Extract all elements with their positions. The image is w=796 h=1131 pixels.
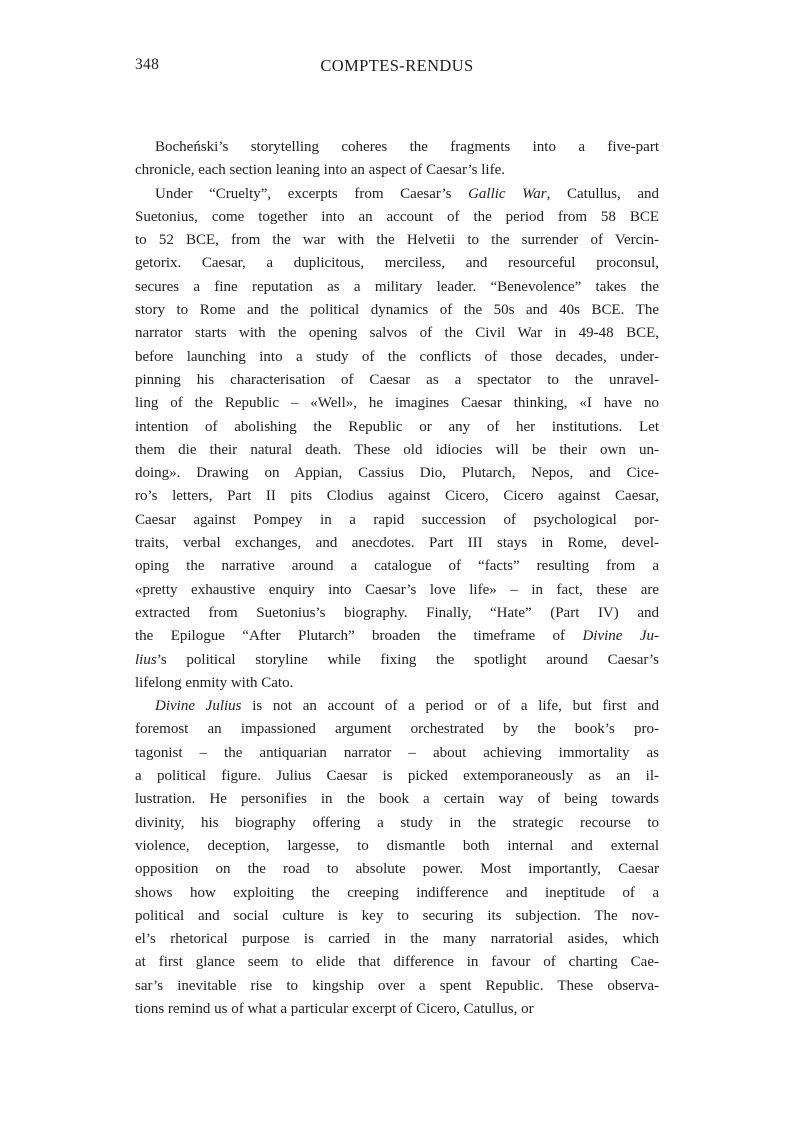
- text-line: sar’s inevitable rise to kingship over a spent Republic. These observa-: [135, 977, 659, 994]
- text-line: Caesar against Pompey in a rapid succession of psychological por-: [135, 511, 659, 528]
- text-line: tions remind us of what a particular excerpt of Cicero, Catullus, or: [135, 1000, 534, 1017]
- text-line: Bocheński’s storytelling coheres the fragments into a five-part: [155, 139, 659, 155]
- text-line: lifelong enmity with Cato.: [135, 674, 294, 691]
- text-line: el’s rhetorical purpose is carried in the many narratorial asides, which: [135, 931, 659, 948]
- text-line: story to Rome and the political dynamics of the 50s and 40s BCE. The: [135, 302, 659, 319]
- running-title: COMPTES-RENDUS: [320, 56, 474, 75]
- page-header: [135, 56, 659, 78]
- text-line: a political figure. Julius Caesar is picked extemporaneously as an il-: [135, 768, 659, 785]
- text-line: extracted from Suetonius’s biography. Finally, “Hate” (Part IV) and: [135, 604, 659, 621]
- text-line: intention of abolishing the Republic or any of her institutions. Let: [135, 418, 659, 435]
- text-line: «pretty exhaustive enquiry into Caesar’s love life» – in fact, these are: [135, 581, 659, 598]
- text-line: divinity, his biography offering a study in the strategic recourse to: [135, 814, 659, 831]
- text-line: Divine Julius is not an account of a period or of a life, but first and: [155, 698, 659, 715]
- text-line: lius’s political storyline while fixing the spotlight around Caesar’s: [135, 651, 659, 668]
- text-line: to 52 BCE, from the war with the Helvetii to the surrender of Vercin-: [135, 232, 659, 249]
- text-line: violence, deception, largesse, to dismantle both internal and external: [135, 837, 659, 854]
- text-line: narrator starts with the opening salvos of the Civil War in 49-48 BCE,: [135, 325, 659, 342]
- text-line: the Epilogue “After Plutarch” broaden the timeframe of Divine Ju-: [135, 628, 659, 645]
- text-line: before launching into a study of the conflicts of those decades, under-: [135, 348, 659, 365]
- text-line: doing». Drawing on Appian, Cassius Dio, Plutarch, Nepos, and Cice-: [135, 465, 659, 482]
- text-line: ling of the Republic – «Well», he imagines Caesar thinking, «I have no: [135, 395, 659, 412]
- text-line: tagonist – the antiquarian narrator – about achieving immortality as: [135, 744, 659, 761]
- text-line: foremost an impassioned argument orchestrated by the book’s pro-: [135, 721, 659, 738]
- text-line: political and social culture is key to securing its subjection. The nov-: [135, 907, 659, 924]
- text-line: pinning his characterisation of Caesar as a spectator to the unravel-: [135, 371, 659, 388]
- text-line: Under “Cruelty”, excerpts from Caesar’s Gallic War, Catullus, and: [155, 185, 660, 202]
- page-number: 348: [135, 56, 160, 73]
- text-line: ro’s letters, Part II pits Clodius against Cicero, Cicero against Caesar,: [135, 488, 659, 505]
- text-line: getorix. Caesar, a duplicitous, merciless, and resourceful proconsul,: [135, 255, 659, 272]
- text-line: them die their natural death. These old idiocies will be their own un-: [135, 441, 659, 458]
- text-line: lustration. He personifies in the book a certain way of being towards: [135, 791, 659, 808]
- text-line: traits, verbal exchanges, and anecdotes. Part III stays in Rome, devel-: [135, 535, 659, 552]
- text-line: at first glance seem to elide that difference in favour of charting Cae-: [135, 954, 659, 971]
- text-line: opposition on the road to absolute power. Most importantly, Caesar: [135, 861, 659, 878]
- text-line: chronicle, each section leaning into an aspect of Caesar’s life.: [135, 162, 505, 179]
- body-text: [135, 136, 659, 1021]
- text-line: Suetonius, come together into an account of the period from 58 BCE: [135, 208, 659, 225]
- text-line: oping the narrative around a catalogue of “facts” resulting from a: [135, 558, 659, 575]
- text-line: shows how exploiting the creeping indifference and ineptitude of a: [135, 884, 659, 901]
- text-line: secures a fine reputation as a military leader. “Benevolence” takes the: [135, 278, 659, 295]
